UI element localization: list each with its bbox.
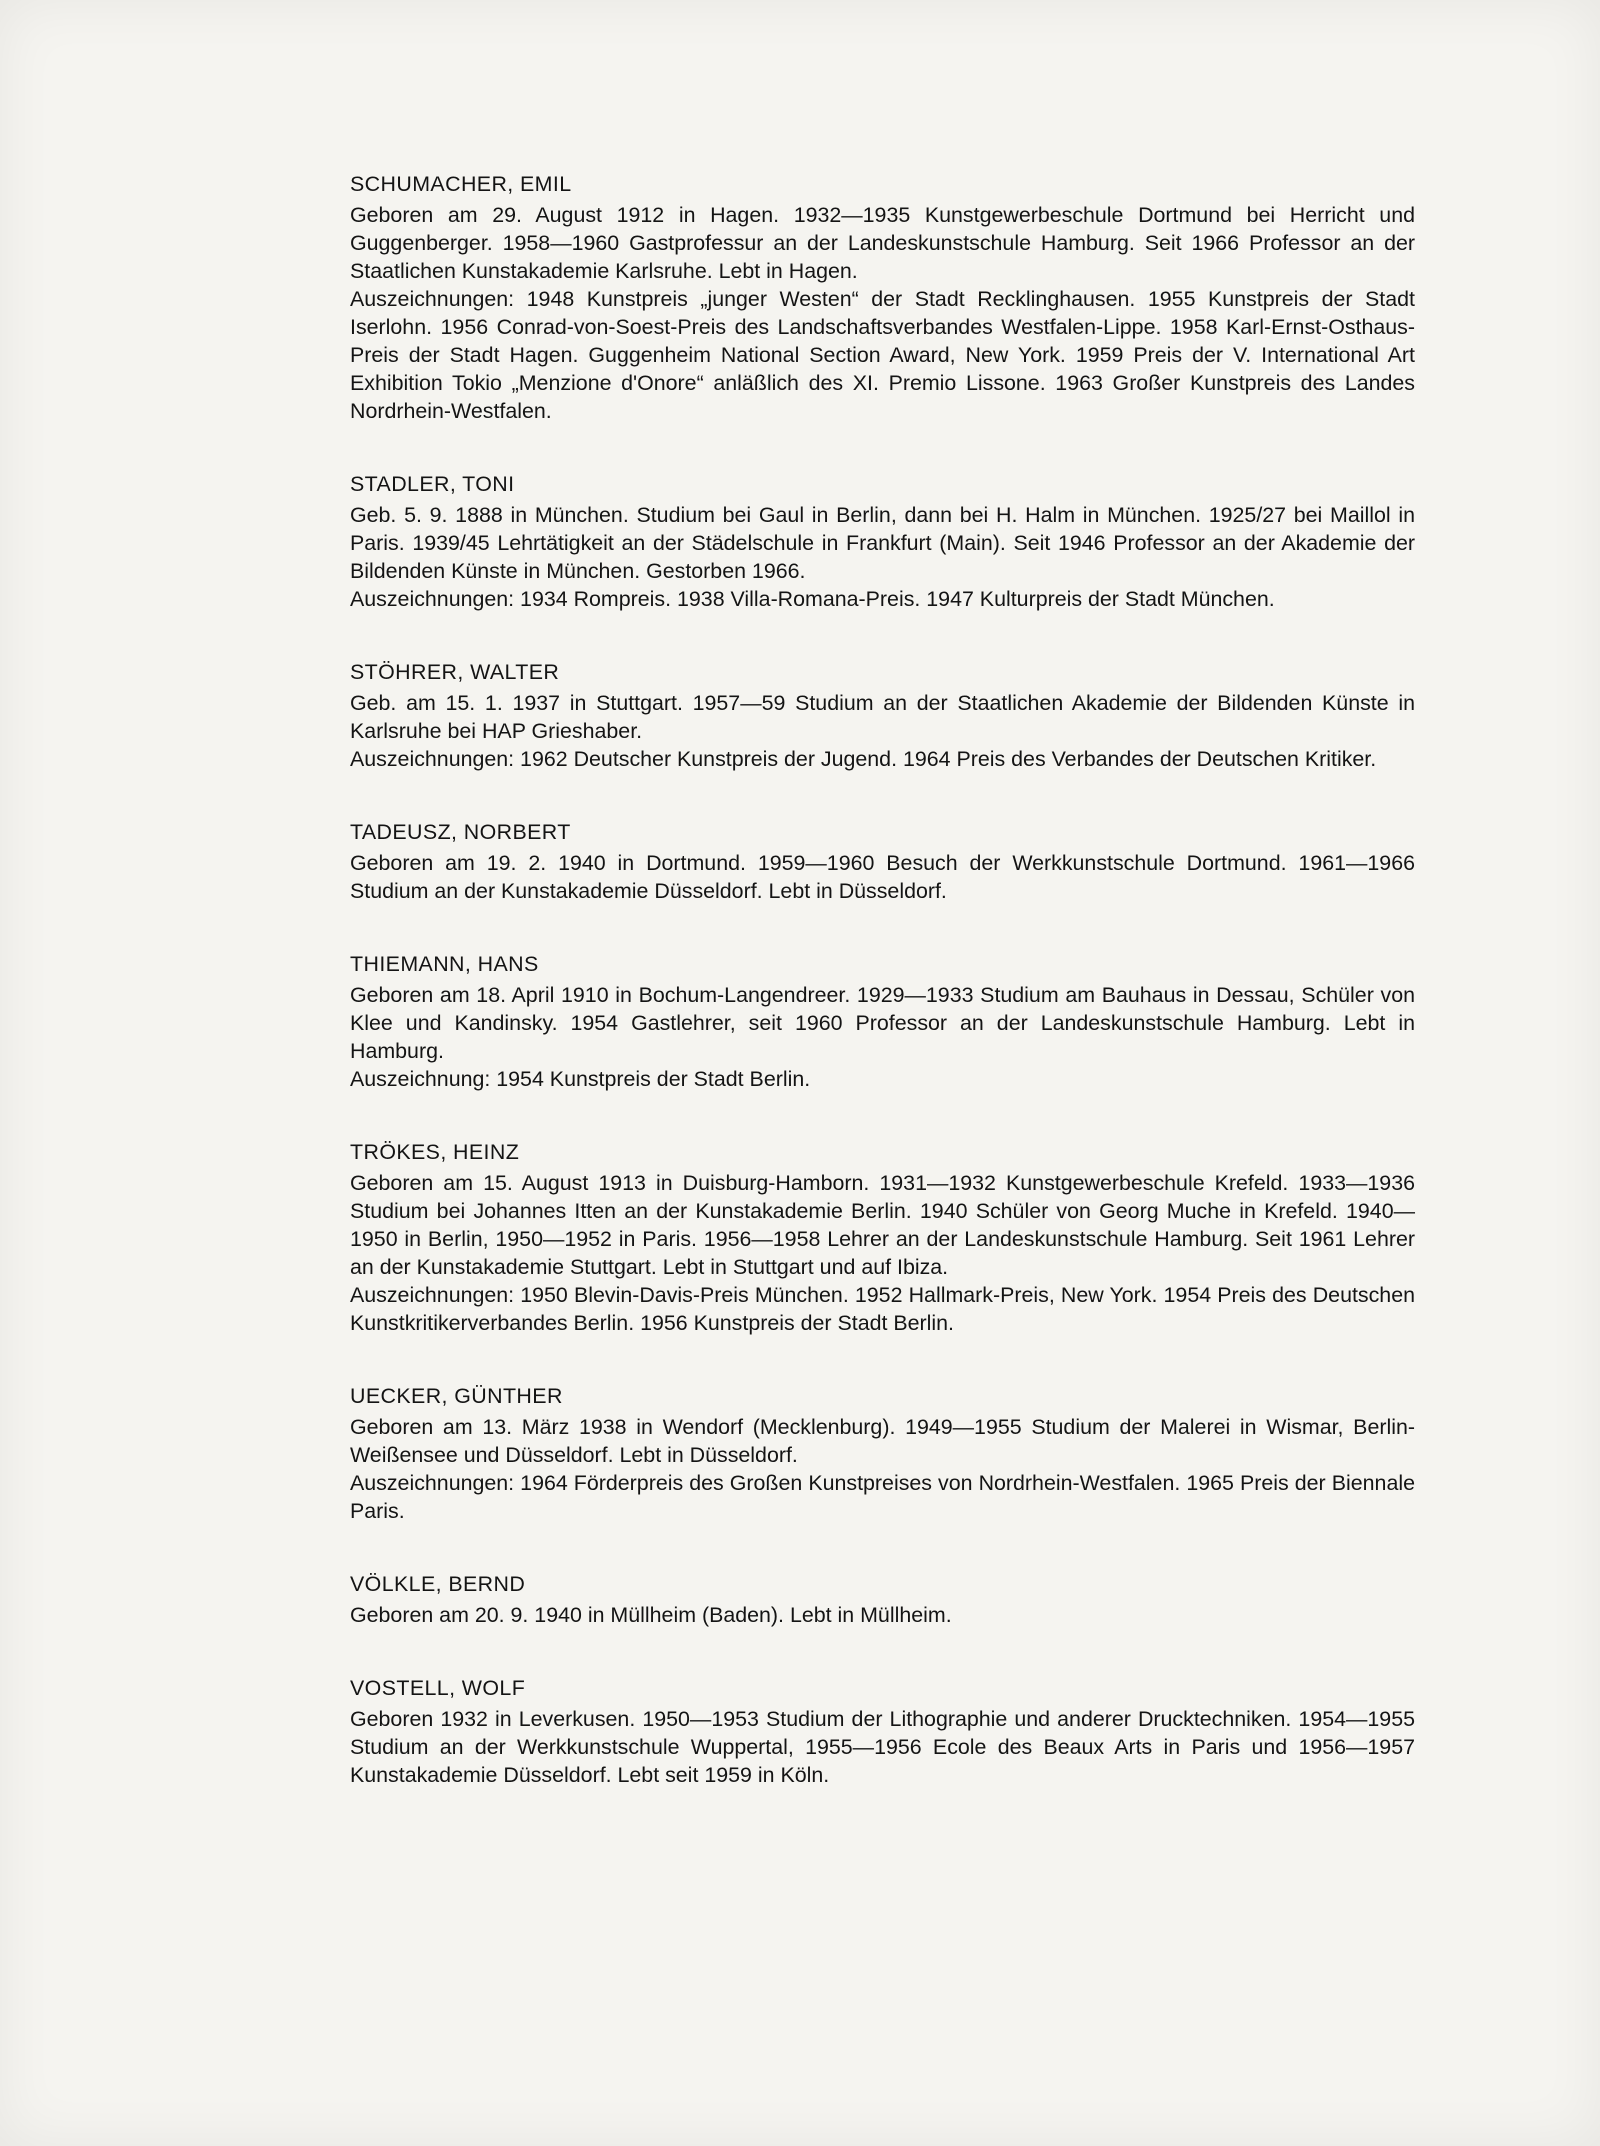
biography-paragraph: Geb. am 15. 1. 1937 in Stuttgart. 1957—59 Studium an der Staatlichen Akademie der Bildenden Künste in Karlsruhe bei HAP Grieshaber. xyxy=(350,691,1415,743)
artist-entry-stoehrer xyxy=(350,658,1415,773)
artist-name: TADEUSZ, NORBERT xyxy=(350,820,571,844)
biography-paragraph: Geboren 1932 in Leverkusen. 1950—1953 Studium der Lithographie und anderer Drucktechniken. 1954—1955 Studium an der Werkkunstschule Wuppertal, 1955—1956 Ecole des Beaux Arts in Paris und 1956—1957 Kunstakademie Düsseldorf. Lebt seit 1959 in Köln. xyxy=(350,1707,1415,1787)
awards-paragraph: Auszeichnungen: 1948 Kunstpreis „junger Westen“ der Stadt Recklinghausen. 1955 Kunstpreis der Stadt Iserlohn. 1956 Conrad-von-Soest-Preis des Landschaftsverbandes Westfalen-Lippe. 1958 Karl-Ernst-Osthaus-Preis der Stadt Hagen. Guggenheim National Section Award, New York. 1959 Preis der V. International Art Exhibition Tokio „Menzione d'Onore“ anläßlich des XI. Premio Lissone. 1963 Großer Kunstpreis des Landes Nordrhein-Westfalen. xyxy=(350,287,1415,423)
biography-paragraph: Geboren am 19. 2. 1940 in Dortmund. 1959—1960 Besuch der Werkkunstschule Dortmund. 1961—1966 Studium an der Kunstakademie Düsseldorf. Lebt in Düsseldorf. xyxy=(350,851,1415,903)
artist-entry-uecker xyxy=(350,1382,1415,1525)
biography-paragraph: Geboren am 18. April 1910 in Bochum-Langendreer. 1929—1933 Studium am Bauhaus in Dessau, Schüler von Klee und Kandinsky. 1954 Gastlehrer, seit 1960 Professor an der Landeskunstschule Hamburg. Lebt in Hamburg. xyxy=(350,983,1415,1063)
artist-name: SCHUMACHER, EMIL xyxy=(350,172,572,196)
biography-paragraph: Geboren am 15. August 1913 in Duisburg-Hamborn. 1931—1932 Kunstgewerbeschule Krefeld. 1933—1936 Studium bei Johannes Itten an der Kunstakademie Berlin. 1940 Schüler von Georg Muche in Krefeld. 1940—1950 in Berlin, 1950—1952 in Paris. 1956—1958 Lehrer an der Landeskunstschule Hamburg. Seit 1961 Lehrer an der Kunstakademie Stuttgart. Lebt in Stuttgart und auf Ibiza. xyxy=(350,1171,1415,1279)
artist-name: UECKER, GÜNTHER xyxy=(350,1384,563,1408)
biography-paragraph: Geboren am 29. August 1912 in Hagen. 1932—1935 Kunstgewerbeschule Dortmund bei Herricht und Guggenberger. 1958—1960 Gastprofessur an der Landeskunstschule Hamburg. Seit 1966 Professor an der Staatlichen Kunstakademie Karlsruhe. Lebt in Hagen. xyxy=(350,203,1415,283)
artist-entry-troekes xyxy=(350,1138,1415,1337)
artist-name: TRÖKES, HEINZ xyxy=(350,1140,520,1164)
biography-paragraph: Geboren am 13. März 1938 in Wendorf (Mecklenburg). 1949—1955 Studium der Malerei in Wismar, Berlin-Weißensee und Düsseldorf. Lebt in Düsseldorf. xyxy=(350,1415,1415,1467)
artist-entry-thiemann xyxy=(350,950,1415,1093)
awards-paragraph: Auszeichnung: 1954 Kunstpreis der Stadt Berlin. xyxy=(350,1067,811,1091)
artist-name: STÖHRER, WALTER xyxy=(350,660,560,684)
awards-paragraph: Auszeichnungen: 1962 Deutscher Kunstpreis der Jugend. 1964 Preis des Verbandes der Deutschen Kritiker. xyxy=(350,747,1377,771)
artist-name: VOSTELL, WOLF xyxy=(350,1676,526,1700)
biography-paragraph: Geboren am 20. 9. 1940 in Müllheim (Baden). Lebt in Müllheim. xyxy=(350,1603,952,1627)
artist-entry-tadeusz xyxy=(350,818,1415,905)
biography-column xyxy=(350,170,1415,1789)
artist-name: STADLER, TONI xyxy=(350,472,515,496)
awards-paragraph: Auszeichnungen: 1964 Förderpreis des Großen Kunstpreises von Nordrhein-Westfalen. 1965 Preis der Biennale Paris. xyxy=(350,1471,1415,1523)
biography-paragraph: Geb. 5. 9. 1888 in München. Studium bei Gaul in Berlin, dann bei H. Halm in München. 1925/27 bei Maillol in Paris. 1939/45 Lehrtätigkeit an der Städelschule in Frankfurt (Main). Seit 1946 Professor an der Akademie der Bildenden Künste in München. Gestorben 1966. xyxy=(350,503,1415,583)
artist-entry-voelkle xyxy=(350,1570,1415,1629)
awards-paragraph: Auszeichnungen: 1950 Blevin-Davis-Preis München. 1952 Hallmark-Preis, New York. 1954 Preis des Deutschen Kunstkritikerverbandes Berlin. 1956 Kunstpreis der Stadt Berlin. xyxy=(350,1283,1415,1335)
artist-entry-stadler xyxy=(350,470,1415,613)
artist-entry-vostell xyxy=(350,1674,1415,1789)
awards-paragraph: Auszeichnungen: 1934 Rompreis. 1938 Villa-Romana-Preis. 1947 Kulturpreis der Stadt München. xyxy=(350,587,1275,611)
artist-name: THIEMANN, HANS xyxy=(350,952,539,976)
artist-name: VÖLKLE, BERND xyxy=(350,1572,526,1596)
artist-entry-schumacher xyxy=(350,170,1415,425)
